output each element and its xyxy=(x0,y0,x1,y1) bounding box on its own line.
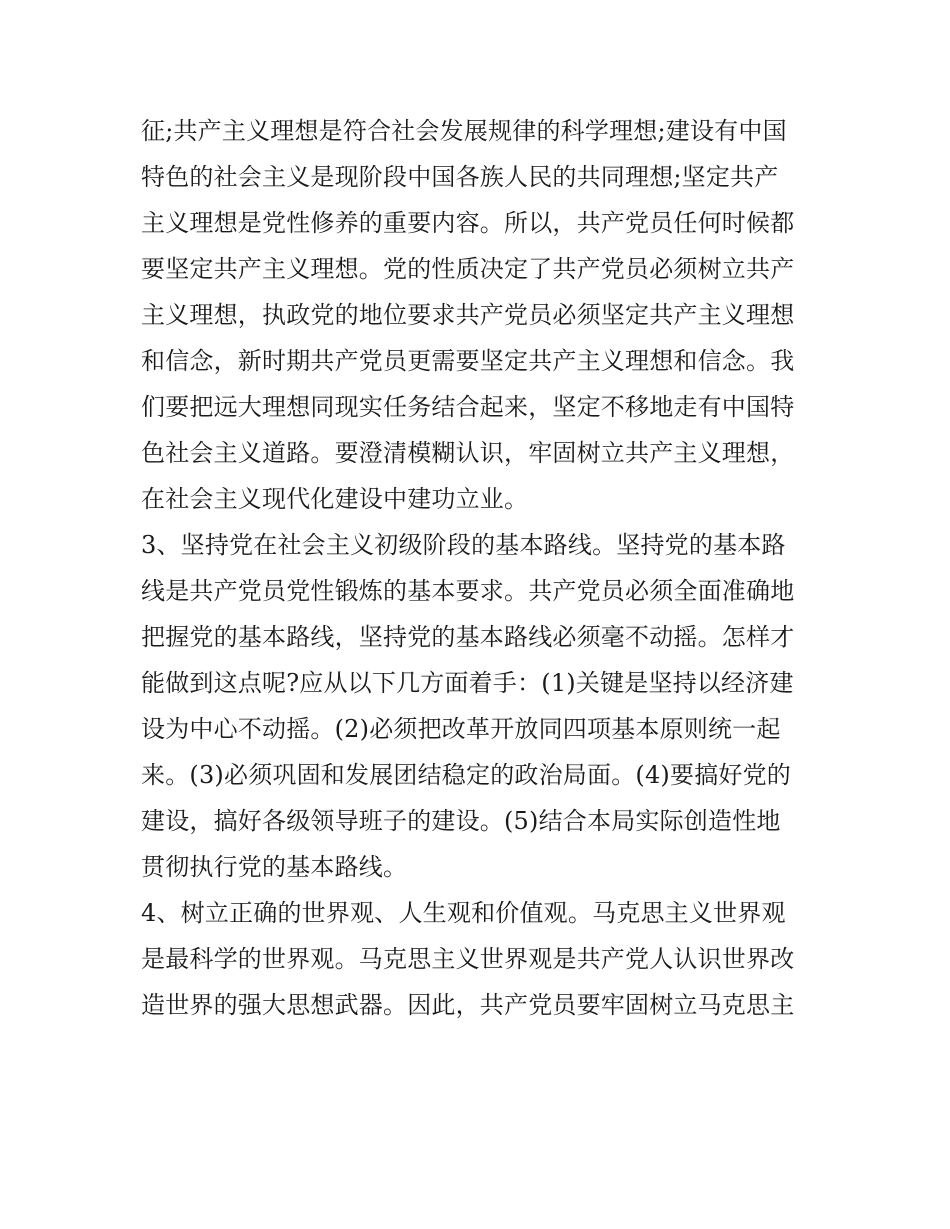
text-line: 3、坚持党在社会主义初级阶段的基本路线。坚持党的基本路 xyxy=(141,531,786,559)
text-line: 4、树立正确的世界观、人生观和价值观。马克思主义世界观 xyxy=(141,899,786,927)
text-line: 造世界的强大思想武器。因此，共产党员要牢固树立马克思主 xyxy=(141,991,795,1019)
text-line: 建设，搞好各级领导班子的建设。(5)结合本局实际创造性地 xyxy=(141,807,781,835)
text-line: 和信念，新时期共产党员更需要坚定共产主义理想和信念。我 xyxy=(141,347,795,375)
text-line: 征;共产主义理想是符合社会发展规律的科学理想;建设有中国 xyxy=(141,117,787,145)
text-line: 是最科学的世界观。马克思主义世界观是共产党人认识世界改 xyxy=(141,945,795,973)
text-line: 色社会主义道路。要澄清模糊认识，牢固树立共产主义理想， xyxy=(141,439,795,467)
text-line: 要坚定共产主义理想。党的性质决定了共产党员必须树立共产 xyxy=(141,255,795,283)
text-line: 能做到这点呢?应从以下几方面着手：(1)关键是坚持以经济建 xyxy=(141,669,794,697)
text-line: 贯彻执行党的基本路线。 xyxy=(141,853,408,881)
text-line: 来。(3)必须巩固和发展团结稳定的政治局面。(4)要搞好党的 xyxy=(141,761,791,789)
text-line: 们要把远大理想同现实任务结合起来，坚定不移地走有中国特 xyxy=(141,393,795,421)
text-line: 把握党的基本路线，坚持党的基本路线必须毫不动摇。怎样才 xyxy=(141,623,795,651)
text-line: 在社会主义现代化建设中建功立业。 xyxy=(141,485,529,513)
text-line: 设为中心不动摇。(2)必须把改革开放同四项基本原则统一起 xyxy=(141,715,781,743)
text-line: 主义理想是党性修养的重要内容。所以，共产党员任何时候都 xyxy=(141,209,795,237)
body-text xyxy=(141,108,821,1028)
text-line: 主义理想，执政党的地位要求共产党员必须坚定共产主义理想 xyxy=(141,301,795,329)
text-line: 线是共产党员党性锻炼的基本要求。共产党员必须全面准确地 xyxy=(141,577,795,605)
text-line: 特色的社会主义是现阶段中国各族人民的共同理想;坚定共产 xyxy=(141,163,779,191)
